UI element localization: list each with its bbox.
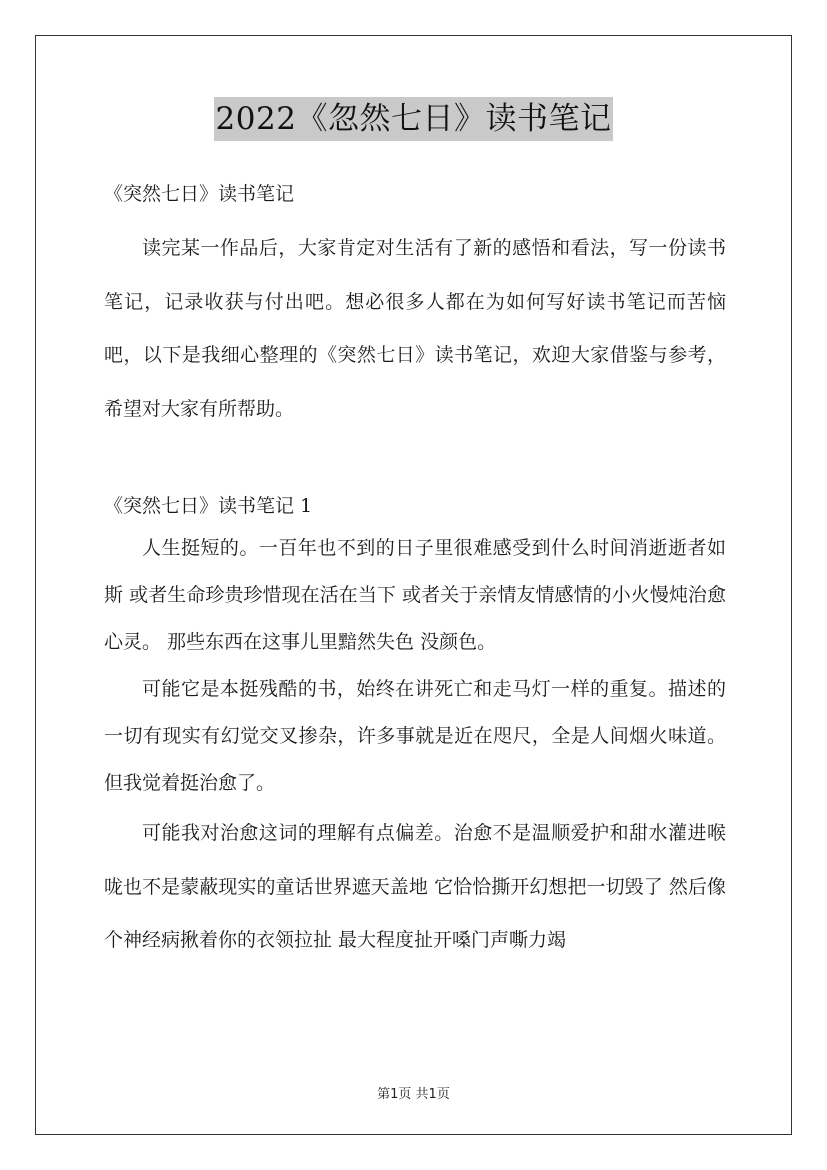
document-title: 2022《忽然七日》读书笔记 xyxy=(214,97,614,141)
page-number: 第1页 共1页 xyxy=(377,1087,450,1102)
subheading: 《突然七日》读书笔记 1 xyxy=(104,495,313,517)
body-paragraph: 可能它是本挺残酷的书，始终在讲死亡和走马灯一样的重复。描述的一切有现实有幻觉交叉掺杂，许多事就是近在咫尺，全是人间烟火味道。但我觉着挺治愈了。 xyxy=(104,678,726,794)
body-paragraph: 可能我对治愈这词的理解有点偏差。治愈不是温顺爱护和甜水灌进喉咙也不是蒙蔽现实的童话世界遮天盖地 它恰恰撕开幻想把一切毁了 然后像个神经病揪着你的衣领拉扯 最大程度扯开嗓门声嘶力竭 xyxy=(104,822,726,951)
document-body xyxy=(104,170,726,968)
subheading: 《突然七日》读书笔记 xyxy=(104,183,295,205)
body-paragraph: 人生挺短的。一百年也不到的日子里很难感受到什么时间消逝逝者如斯 或者生命珍贵珍惜现在活在当下 或者关于亲情友情感情的小火慢炖治愈心灵。 那些东西在这事儿里黯然失色 没颜色。 xyxy=(104,537,726,653)
title-container xyxy=(0,97,827,141)
section-gap xyxy=(104,436,726,487)
intro-paragraph: 读完某一作品后，大家肯定对生活有了新的感悟和看法，写一份读书笔记，记录收获与付出吧。想必很多人都在为如何写好读书笔记而苦恼吧，以下是我细心整理的《突然七日》读书笔记，欢迎大家借鉴与参考，希望对大家有所帮助。 xyxy=(104,237,726,420)
page-footer xyxy=(0,1083,827,1102)
